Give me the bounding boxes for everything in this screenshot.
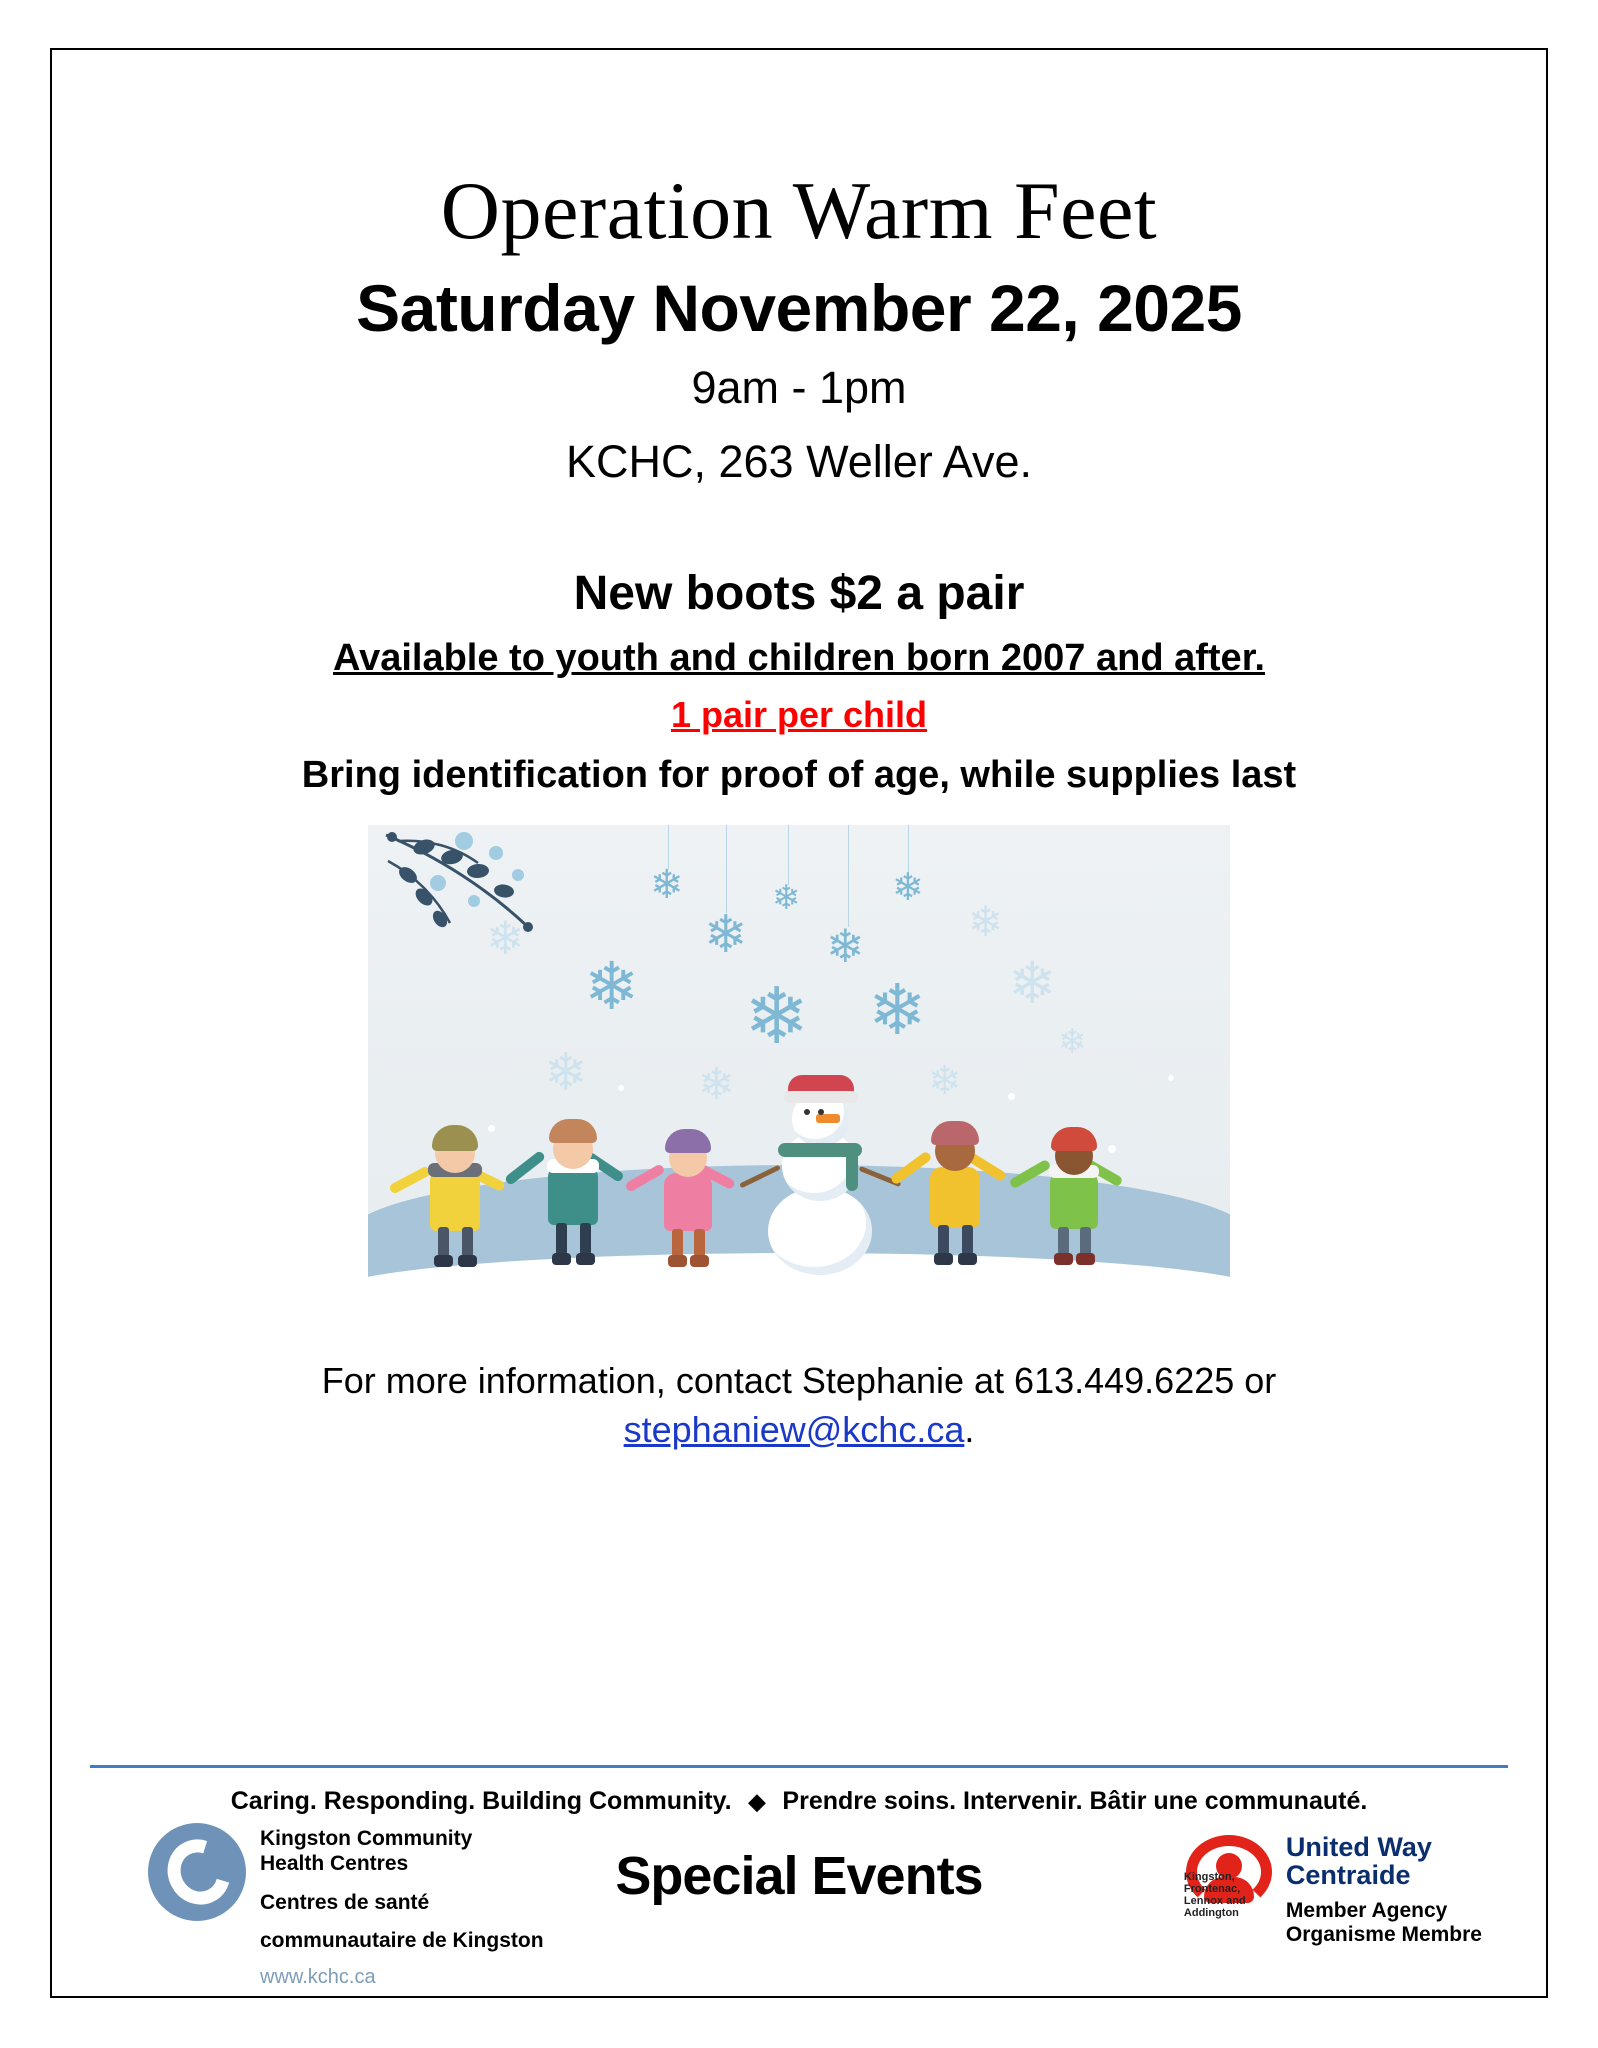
offer-headline: New boots $2 a pair	[573, 567, 1025, 621]
flyer-page	[50, 48, 1548, 1998]
snowflake-icon: ❄	[584, 949, 640, 1024]
snowflake-icon: ❄	[826, 920, 865, 973]
child-figure	[1022, 1121, 1132, 1273]
snowflake-icon: ❄	[1008, 951, 1057, 1017]
diamond-icon: ◆	[748, 1789, 766, 1814]
united-way-name-line1: United Way	[1285, 1832, 1432, 1862]
snowflake-icon: ❄	[544, 1044, 588, 1103]
united-way-name-line2: Centraide	[1285, 1860, 1411, 1891]
snowflake-icon: ❄	[650, 863, 684, 908]
snowflake-icon: ❄	[744, 972, 810, 1061]
eligibility-note: Available to youth and children born 2007 and after.	[333, 637, 1265, 680]
event-time: 9am - 1pm	[691, 362, 907, 414]
snowflake-icon: ❄	[868, 971, 927, 1050]
united-way-logo	[1184, 1831, 1482, 1947]
contact-text: For more information, contact Stephanie at 613.449.6225 or	[321, 1360, 1277, 1402]
child-figure	[520, 1117, 630, 1273]
footer-divider	[90, 1765, 1508, 1768]
identification-note: Bring identification for proof of age, while supplies last	[301, 754, 1297, 797]
event-location: KCHC, 263 Weller Ave.	[565, 436, 1033, 488]
limit-note: 1 pair per child	[670, 694, 928, 736]
event-date: Saturday November 22, 2025	[356, 271, 1242, 346]
united-way-hand-icon	[1184, 1831, 1276, 1917]
contact-email-link[interactable]: stephaniew@kchc.ca	[623, 1408, 965, 1450]
snowflake-icon: ❄	[486, 912, 525, 965]
snowflake-icon: ❄	[968, 898, 1004, 946]
snowflake-icon: ❄	[704, 906, 748, 965]
united-way-member-en: Member Agency	[1285, 1898, 1448, 1922]
hanging-thread	[908, 825, 909, 873]
hanging-thread	[788, 825, 789, 885]
tagline-english: Caring. Responding. Building Community.	[230, 1787, 732, 1815]
snowflake-icon: ❄	[892, 867, 924, 910]
snowflake-icon: ❄	[928, 1059, 962, 1104]
hanging-thread	[726, 825, 727, 913]
snowflake-icon: ❄	[1058, 1023, 1087, 1062]
united-way-member-fr: Organisme Membre	[1285, 1922, 1482, 1946]
united-way-text	[1286, 1831, 1482, 1947]
snowman-figure	[760, 1075, 880, 1275]
special-events-label: Special Events	[615, 1846, 983, 1906]
contact-email-period: .	[964, 1408, 975, 1450]
kchc-name-fr-line2: communautaire de Kingston	[260, 1929, 544, 1953]
snow-dot	[1008, 1093, 1015, 1100]
tagline-french: Prendre soins. Intervenir. Bâtir une communauté.	[782, 1787, 1368, 1815]
snowflake-icon: ❄	[772, 879, 801, 918]
winter-illustration	[368, 825, 1230, 1315]
child-figure	[636, 1123, 746, 1273]
kchc-name-en-line2: Health Centres	[260, 1851, 409, 1875]
kchc-name-fr-line1: Centres de santé	[260, 1890, 430, 1914]
page-title: Operation Warm Feet	[440, 165, 1158, 256]
snow-dot	[1168, 1075, 1174, 1081]
snowflake-icon: ❄	[698, 1060, 735, 1110]
kchc-website[interactable]: www.kchc.ca	[260, 1966, 376, 1989]
footer-tagline	[52, 1787, 1546, 1816]
illustration-wrapper	[92, 825, 1506, 1315]
child-figure	[904, 1119, 1014, 1273]
contact-info	[92, 1357, 1506, 1454]
flyer-content	[52, 50, 1546, 1996]
united-way-region: Kingston, Frontenac, Lennox and Addington	[1183, 1870, 1246, 1919]
kchc-name-en-line1: Kingston Community	[260, 1827, 473, 1850]
footer-logos	[90, 1823, 1508, 1989]
hanging-thread	[848, 825, 849, 927]
child-figure	[404, 1123, 514, 1273]
snow-dot	[618, 1085, 624, 1091]
